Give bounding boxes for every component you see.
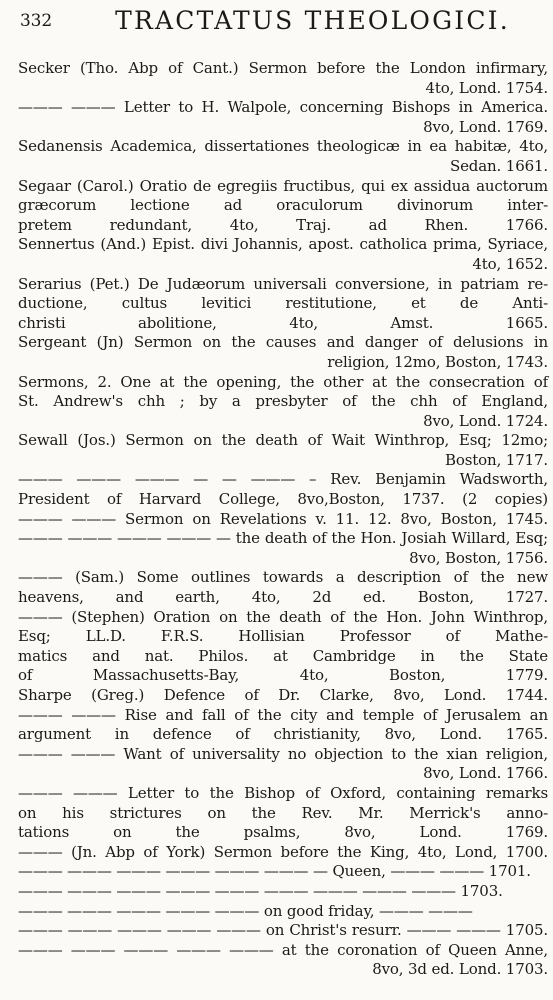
entry-continuation-line: Sedan. 1661.: [449, 156, 548, 175]
catalogue-entry: [18, 137, 548, 176]
entry-continuation-line: 8vo, Lond. 1724.: [423, 411, 548, 430]
catalogue-entry: [18, 706, 548, 745]
catalogue-entry: [18, 862, 548, 882]
entry-first-line: ——— ——— ——— ——— ——— ——— ——— ——— ——— 1703.: [18, 881, 503, 900]
entry-first-line: ——— ——— Letter to H. Walpole, concerning Bishops in America.: [18, 98, 548, 117]
catalogue-entry: [18, 902, 548, 922]
entry-first-line: ——— (Sam.) Some outlines towards a description of the new: [18, 568, 548, 587]
entry-continuation-line: matics and nat. Philos. at Cambridge in the State: [18, 646, 548, 665]
entry-continuation-line: 8vo, Lond. 1766.: [423, 764, 548, 783]
catalogue-entry: [18, 98, 548, 137]
entry-continuation-line: 4to, 1652.: [472, 254, 548, 273]
entry-first-line: Sedanensis Academica, dissertationes theologicæ in ea habitæ, 4to,: [18, 137, 548, 156]
entry-continuation-line: 4to, Lond. 1754.: [425, 78, 548, 97]
page-header: [20, 4, 545, 38]
entry-continuation-line: religion, 12mo, Boston, 1743.: [327, 352, 548, 371]
page-number: 332: [20, 11, 52, 31]
catalogue-entries: [18, 59, 548, 980]
entry-continuation-line: of Massachusetts-Bay, 4to, Boston, 1779.: [18, 666, 548, 685]
entry-first-line: Sharpe (Greg.) Defence of Dr. Clarke, 8vo, Lond. 1744.: [18, 686, 548, 704]
catalogue-entry: [18, 431, 548, 470]
catalogue-entry: [18, 510, 548, 530]
entry-continuation-line: tations on the psalms, 8vo, Lond. 1769.: [18, 823, 548, 842]
entry-first-line: ——— ——— ——— ——— ——— on Christ's resurr. ——— ——— 1705.: [18, 921, 548, 940]
entry-first-line: Segaar (Carol.) Oratio de egregiis fructibus, qui ex assidua auctorum: [18, 176, 548, 195]
entry-first-line: ——— ——— ——— ——— — the death of the Hon. Josiah Willard, Esq;: [18, 529, 548, 548]
catalogue-entry: [18, 608, 548, 686]
entry-first-line: ——— ——— Rise and fall of the city and temple of Jerusalem an: [18, 705, 548, 724]
entry-first-line: ——— ——— ——— ——— ——— at the coronation of Queen Anne,: [18, 940, 548, 959]
entry-first-line: ——— (Stephen) Oration on the death of the Hon. John Winthrop,: [18, 607, 548, 626]
catalogue-entry: [18, 529, 548, 568]
catalogue-entry: [18, 333, 548, 372]
catalogue-entry: [18, 843, 548, 863]
catalogue-entry: [18, 373, 548, 432]
entry-first-line: Sermons, 2. One at the opening, the other at the consecration of: [18, 372, 548, 391]
entry-continuation-line: on his strictures on the Rev. Mr. Merrick's anno-: [18, 803, 548, 822]
catalogue-entry: [18, 275, 548, 334]
entry-first-line: Secker (Tho. Abp of Cant.) Sermon before the London infirmary,: [18, 59, 548, 77]
catalogue-entry: [18, 745, 548, 784]
catalogue-entry: [18, 568, 548, 607]
entry-continuation-line: græcorum lectione ad oraculorum divinorum inter-: [18, 196, 548, 215]
catalogue-entry: [18, 235, 548, 274]
entry-continuation-line: pretem redundant, 4to, Traj. ad Rhen. 1766.: [18, 215, 548, 234]
entry-continuation-line: argument in defence of christianity, 8vo, Lond. 1765.: [18, 725, 548, 744]
entry-continuation-line: heavens, and earth, 4to, 2d ed. Boston, 1727.: [18, 588, 548, 607]
catalogue-entry: [18, 59, 548, 98]
entry-continuation-line: President of Harvard College, 8vo,Boston, 1737. (2 copies): [18, 490, 548, 509]
entry-first-line: ——— ——— Letter to the Bishop of Oxford, containing remarks: [18, 783, 548, 802]
entry-continuation-line: Boston, 1717.: [445, 450, 548, 469]
entry-first-line: Sennertus (And.) Epist. divi Johannis, apost. catholica prima, Syriace,: [18, 235, 548, 254]
entry-first-line: ——— (Jn. Abp of York) Sermon before the King, 4to, Lond, 1700.: [18, 842, 548, 861]
running-head: TRACTATUS THEOLOGICI.: [115, 6, 510, 35]
catalogue-entry: [18, 882, 548, 902]
entry-first-line: ——— ——— ——— ——— ——— ——— — Queen, ——— ——— 1701.: [18, 862, 531, 881]
entry-first-line: ——— ——— ——— — — ——— – Rev. Benjamin Wadsworth,: [18, 470, 548, 489]
entry-continuation-line: 8vo, Lond. 1769.: [423, 117, 548, 136]
entry-continuation-line: St. Andrew's chh ; by a presbyter of the chh of England,: [18, 392, 548, 411]
entry-first-line: Serarius (Pet.) De Judæorum universali conversione, in patriam re-: [18, 274, 548, 293]
catalogue-entry: [18, 921, 548, 941]
catalogue-entry: [18, 941, 548, 980]
catalogue-entry: [18, 686, 548, 706]
entry-first-line: Sergeant (Jn) Sermon on the causes and danger of delusions in: [18, 333, 548, 352]
entry-first-line: ——— ——— ——— ——— ——— on good friday, ——— ———: [18, 901, 473, 920]
entry-continuation-line: christi abolitione, 4to, Amst. 1665.: [18, 313, 548, 332]
catalogue-entry: [18, 177, 548, 236]
entry-continuation-line: ductione, cultus levitici restitutione, et de Anti-: [18, 294, 548, 313]
catalogue-entry: [18, 784, 548, 843]
entry-first-line: Sewall (Jos.) Sermon on the death of Wait Winthrop, Esq; 12mo;: [18, 431, 548, 450]
entry-continuation-line: 8vo, 3d ed. Lond. 1703.: [372, 960, 548, 979]
entry-continuation-line: 8vo, Boston, 1756.: [409, 548, 548, 567]
entry-continuation-line: Esq; LL.D. F.R.S. Hollisian Professor of Mathe-: [18, 627, 548, 646]
entry-first-line: ——— ——— Sermon on Revelations v. 11. 12. 8vo, Boston, 1745.: [18, 509, 548, 528]
catalogue-entry: [18, 470, 548, 509]
entry-first-line: ——— ——— Want of universality no objection to the xian religion,: [18, 744, 548, 763]
